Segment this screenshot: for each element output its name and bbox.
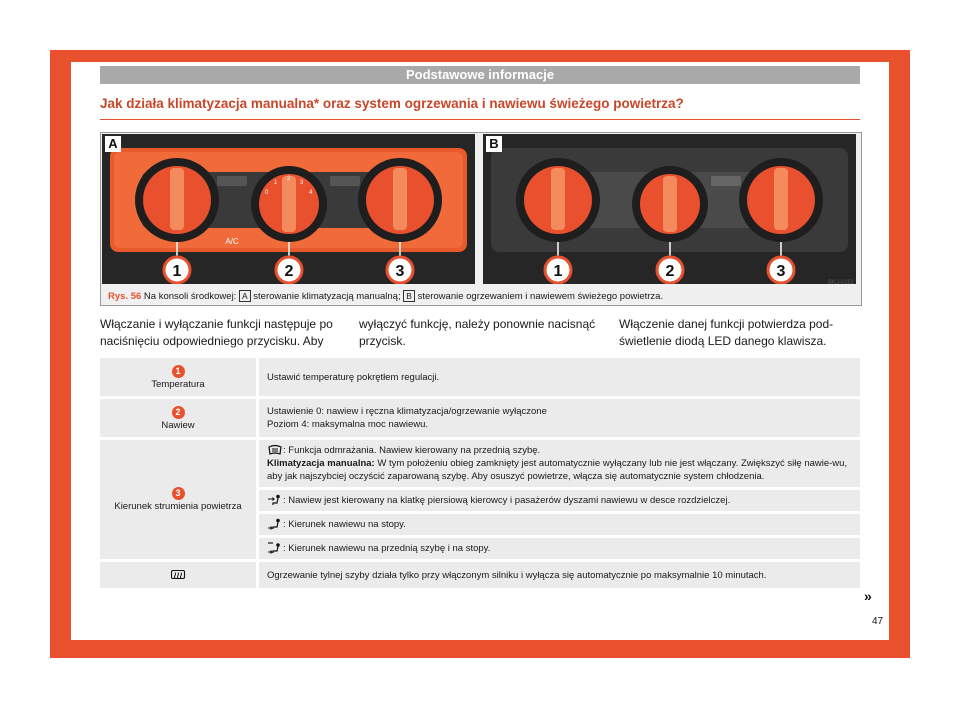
row-number: 2 <box>172 406 185 419</box>
panel-a-letter: A <box>105 136 121 152</box>
manual-ac-text: W tym położeniu obieg zamknięty jest automatycznie wyłączany lub nie jest włączany. Zwiększyć siłę nawie-wu, aby jak najszybciej oczyścić zaparowaną szybę. Aby osuszyć powietrze, włącza się automatycznie system chłodzenia. <box>267 458 848 482</box>
panel-a-illustration <box>102 134 475 284</box>
section-header: Podstawowe informacje <box>100 66 860 84</box>
row-label: Kierunek strumienia powietrza <box>114 501 242 512</box>
body-text-col2: wyłączyć funkcję, należy ponownie nacisnąć przycisk. <box>359 317 596 348</box>
chest-text: : Nawiew jest kierowany na klatkę piersiową kierowcy i pasażerów dyszami nawiewu w desce rozdzielczej. <box>283 495 731 506</box>
row-label: Temperatura <box>151 378 205 390</box>
airflow-chest-icon <box>267 494 283 506</box>
climate-control-panel-b-image <box>483 134 856 284</box>
row-text-cell <box>259 490 860 511</box>
defrost-text: : Funkcja odmrażania. Nawiew kierowany na przednią szybę. <box>283 445 541 456</box>
body-text-col3: Włączenie danej funkcji potwierdza pod-świetlenie diodą LED danego klawisza. <box>619 317 834 348</box>
row-label-cell <box>100 399 259 437</box>
row-text: Ogrzewanie tylnej szyby działa tylko przy włączonym silniku i wyłącza się automatycznie po maksymalnie 10 minutach. <box>259 562 860 588</box>
panel-b-letter: B <box>486 136 502 152</box>
climate-control-panel-a-image <box>102 134 475 284</box>
row-text-cell <box>259 440 860 487</box>
figure-code: BKJ-0251 <box>828 280 855 286</box>
table-row <box>100 562 860 588</box>
row-text-line1: Ustawienie 0: nawiew i ręczna klimatyzacja/ogrzewanie wyłączone <box>267 406 547 417</box>
row-text-cell <box>259 538 860 559</box>
row-label-cell <box>100 562 259 588</box>
caption-pre: Na konsoli środkowej: <box>143 291 237 302</box>
row-label-cell <box>100 440 259 559</box>
fan-scale-4: 4 <box>309 190 313 196</box>
continue-mark: » <box>864 588 872 604</box>
ac-button-label: A/C <box>225 237 239 246</box>
table-row <box>100 440 860 487</box>
airflow-feet-icon <box>267 518 283 530</box>
feet-text: : Kierunek nawiewu na stopy. <box>283 519 406 530</box>
row-number: 1 <box>172 365 185 378</box>
title-divider <box>100 119 860 120</box>
panel-b-illustration <box>483 134 856 284</box>
fan-scale-1: 1 <box>274 180 278 186</box>
row-text-cell <box>259 399 860 437</box>
row-text: Ustawić temperaturę pokrętłem regulacji. <box>259 358 860 396</box>
callout-b-3: 3 <box>776 263 786 280</box>
fan-scale-2: 2 <box>287 176 291 182</box>
callout-3: 3 <box>395 263 405 280</box>
figure-ref: Rys. 56 <box>108 291 142 302</box>
caption-post: sterowanie ogrzewaniem i nawiewem świeżego powietrza. <box>417 291 664 302</box>
callout-b-1: 1 <box>553 263 563 280</box>
fan-scale-0: 0 <box>265 190 269 196</box>
table-row <box>100 399 860 437</box>
page-title: Jak działa klimatyzacja manualna* oraz system ogrzewania i nawiewu świeżego powietrza? <box>100 96 684 111</box>
controls-table <box>100 355 860 591</box>
manual-ac-label: Klimatyzacja manualna: <box>267 458 375 469</box>
airflow-windshield-feet-icon <box>267 542 283 554</box>
table-row <box>100 358 860 396</box>
caption-box-a: A <box>239 290 251 302</box>
windshield-feet-text: : Kierunek nawiewu na przednią szybę i na stopy. <box>283 543 491 554</box>
caption-box-b: B <box>403 290 415 302</box>
page-number: 47 <box>872 616 884 627</box>
callout-b-2: 2 <box>665 263 675 280</box>
rear-window-heating-icon <box>170 569 186 581</box>
fan-scale-3: 3 <box>300 180 304 186</box>
body-text-col1: Włączanie i wyłączanie funkcji następuje po naciśnięciu odpowiedniego przycisku. Aby <box>100 317 333 348</box>
figure-caption <box>108 290 853 302</box>
row-text-line2: Poziom 4: maksymalna moc nawiewu. <box>267 419 429 430</box>
callout-1: 1 <box>172 263 182 280</box>
caption-mid: sterowanie klimatyzacją manualną; <box>253 291 401 302</box>
defrost-windshield-icon <box>267 444 283 456</box>
row-label: Nawiew <box>161 419 195 431</box>
row-label-cell <box>100 358 259 396</box>
row-number: 3 <box>172 487 185 500</box>
callout-2: 2 <box>284 263 294 280</box>
row-text-cell <box>259 514 860 535</box>
